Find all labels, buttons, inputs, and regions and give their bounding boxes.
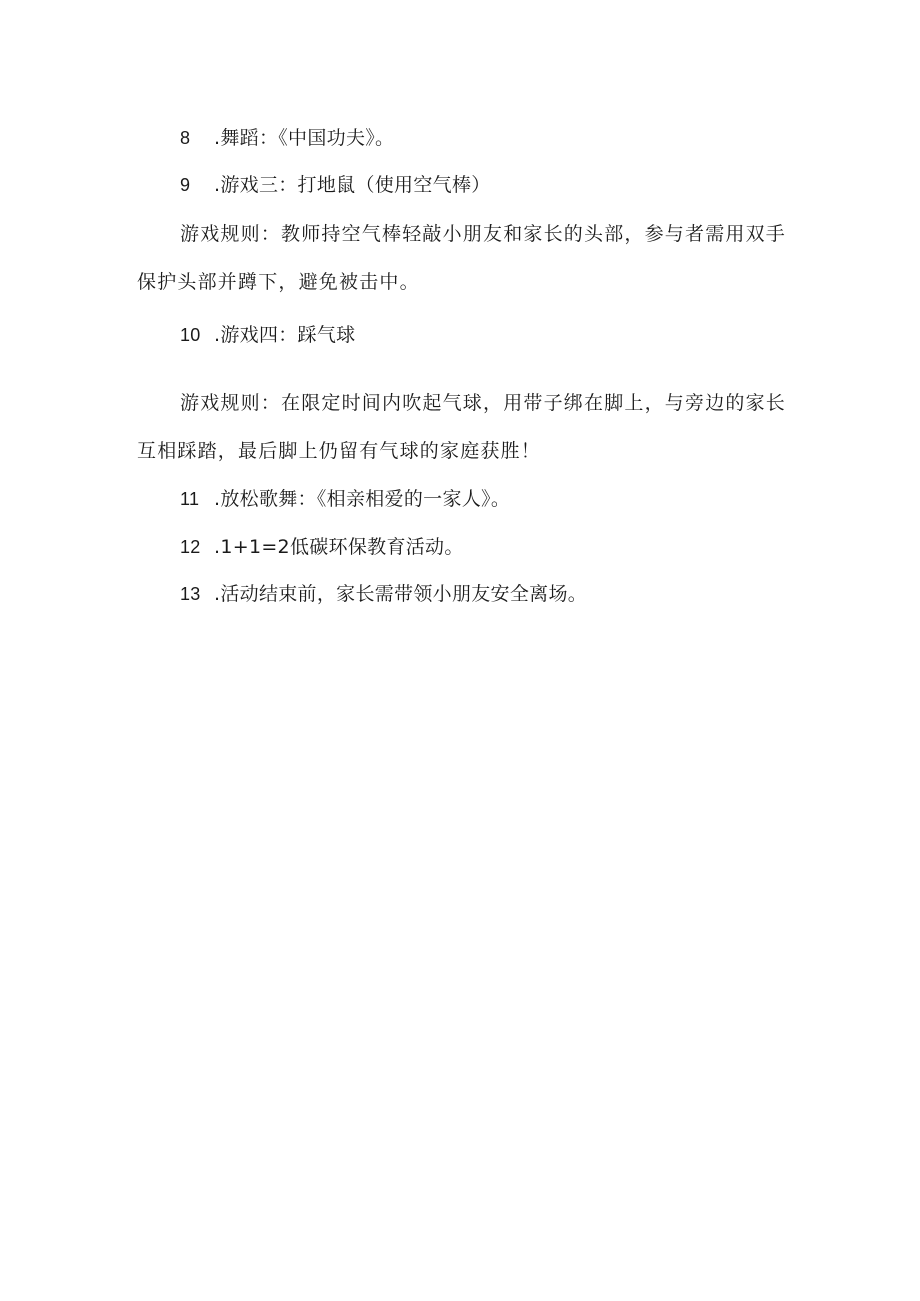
item-text: .1+1=2低碳环保教育活动。 — [214, 536, 464, 558]
list-item-10 — [180, 323, 355, 347]
list-item-13 — [180, 582, 587, 606]
list-item-11 — [180, 487, 510, 511]
item-text: .游戏四：踩气球 — [214, 324, 356, 346]
list-item-8 — [180, 126, 394, 150]
item-text: .放松歌舞：《相亲相爱的一家人》。 — [214, 488, 511, 510]
list-item-12 — [180, 535, 464, 559]
rule-paragraph-2-line-1: 游戏规则：在限定时间内吹起气球，用带子绑在脚上，与旁边的家长 — [180, 392, 787, 414]
item-number: 9 — [180, 175, 191, 195]
item-number: 8 — [180, 128, 191, 148]
rule-paragraph-1-line-2: 保护头部并蹲下，避免被击中。 — [137, 271, 420, 293]
item-number: 13 — [180, 584, 201, 604]
item-text: .活动结束前，家长需带领小朋友安全离场。 — [214, 583, 588, 605]
item-text: .游戏三：打地鼠（使用空气棒） — [214, 174, 491, 196]
rule-paragraph-1-line-1: 游戏规则：教师持空气棒轻敲小朋友和家长的头部，参与者需用双手 — [180, 223, 787, 245]
item-number: 10 — [180, 325, 201, 345]
list-item-9 — [180, 173, 491, 197]
item-text: .舞蹈：《中国功夫》。 — [214, 127, 395, 149]
item-number: 12 — [180, 537, 201, 557]
item-number: 11 — [180, 489, 200, 509]
rule-paragraph-2-line-2: 互相踩踏，最后脚上仍留有气球的家庭获胜！ — [137, 440, 542, 462]
